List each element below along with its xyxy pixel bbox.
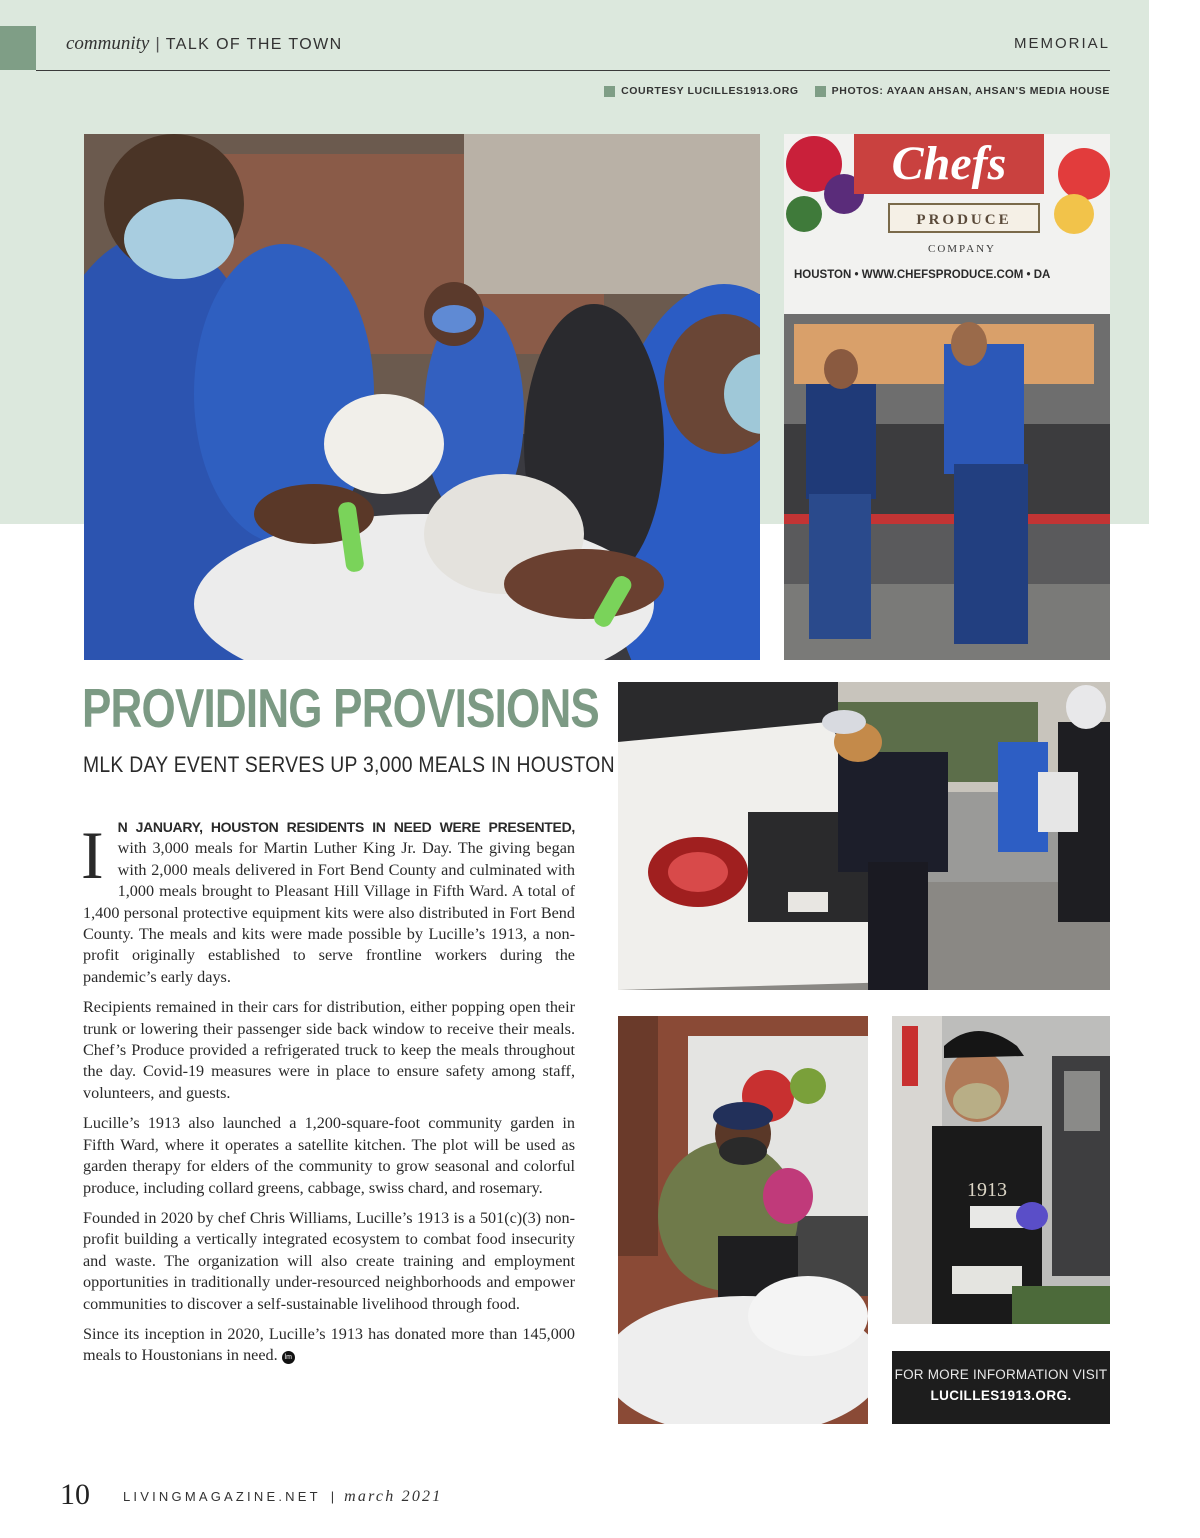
- credit-item: COURTESY LUCILLES1913.ORG: [604, 85, 799, 97]
- article-title: PROVIDING PROVISIONS: [82, 677, 599, 739]
- end-mark-icon: lm: [282, 1351, 295, 1364]
- section-tab: [0, 26, 36, 70]
- header-rule: [36, 70, 1110, 71]
- credit-square-icon: [815, 86, 826, 97]
- credit-square-icon: [604, 86, 615, 97]
- footer-site[interactable]: LIVINGMAGAZINE.NET: [123, 1489, 321, 1504]
- truck-produce: PRODUCE: [916, 212, 1012, 228]
- footer-date: march 2021: [344, 1488, 443, 1505]
- info-box: [892, 1351, 1110, 1424]
- section-header: community | TALK OF THE TOWN: [66, 33, 343, 54]
- paragraph: I N JANUARY, HOUSTON RESIDENTS IN NEED WERE PRESENTED, with 3,000 meals for Martin Luther King Jr. Day. The giving began with 2,000 meals delivered in Fort Bend County and culminated with 1,000 meals brought to Pleasant Hill Village in Fifth Ward. A total of 1,400 personal protective equipment kits were also distributed in Fort Bend County. The meals and kits were made possible by Lucille’s 1913, a non-profit originally established to serve frontline workers during the pandemic’s early days.: [81, 817, 575, 986]
- photo-packing-bags: [618, 1016, 868, 1424]
- article-subtitle: MLK DAY EVENT SERVES UP 3,000 MEALS IN HOUSTON: [83, 752, 615, 777]
- page-number: 10: [60, 1478, 90, 1511]
- photo-chef: [892, 1016, 1110, 1324]
- article-body: [83, 817, 575, 1376]
- paragraph: Lucille’s 1913 also launched a 1,200-square-foot community garden in Fifth Ward, where it operates a satellite kitchen. The plot will be used as garden therapy for elders of the community to grow seasonal and colorful produce, including collard greens, cabbage, swiss chard, and rosemary.: [83, 1114, 575, 1197]
- photo-car-trunk: [618, 682, 1110, 990]
- info-box-line1: FOR MORE INFORMATION VISIT: [894, 1367, 1108, 1382]
- paragraph: Founded in 2020 by chef Chris Williams, Lucille’s 1913 is a 501(c)(3) non-profit building a vertically integrated ecosystem to combat food insecurity and waste. The organization will also create training and employment opportunities in traditionally under-resourced neighborhoods and empower communities to discover a self-sustainable livelihood through food.: [83, 1208, 575, 1313]
- section-name: community: [66, 33, 150, 54]
- truck-company: COMPANY: [927, 243, 997, 255]
- edition-label: MEMORIAL: [1013, 35, 1110, 52]
- drop-cap: I: [81, 817, 104, 893]
- subsection-name: TALK OF THE TOWN: [165, 36, 343, 53]
- apron-logo: 1913: [967, 1179, 1007, 1201]
- footer: [123, 1488, 442, 1506]
- truck-brand: Chefs: [891, 137, 1007, 190]
- lead-in: N JANUARY, HOUSTON RESIDENTS IN NEED WERE PRESENTED,: [117, 819, 575, 835]
- info-box-link[interactable]: LUCILLES1913.ORG.: [930, 1388, 1072, 1403]
- footer-separator: |: [330, 1489, 335, 1504]
- paragraph: Recipients remained in their cars for distribution, either popping open their trunk or lowering their passenger side back window to receive their meals. Chef’s Produce provided a refrigerated truck to keep the meals throughout the day. Covid-19 measures were in place to ensure safety among staff, volunteers, and guests.: [83, 998, 575, 1102]
- credit-item: PHOTOS: AYAAN AHSAN, AHSAN'S MEDIA HOUSE: [815, 85, 1110, 97]
- photo-truck: [784, 134, 1110, 660]
- photo-credits: [604, 85, 1110, 97]
- truck-address: HOUSTON • WWW.CHEFSPRODUCE.COM • DA: [794, 269, 1051, 281]
- photo-volunteers: [84, 134, 760, 660]
- paragraph: Since its inception in 2020, Lucille’s 1913 has donated more than 145,000 meals to Houstonians in need. lm: [83, 1324, 575, 1365]
